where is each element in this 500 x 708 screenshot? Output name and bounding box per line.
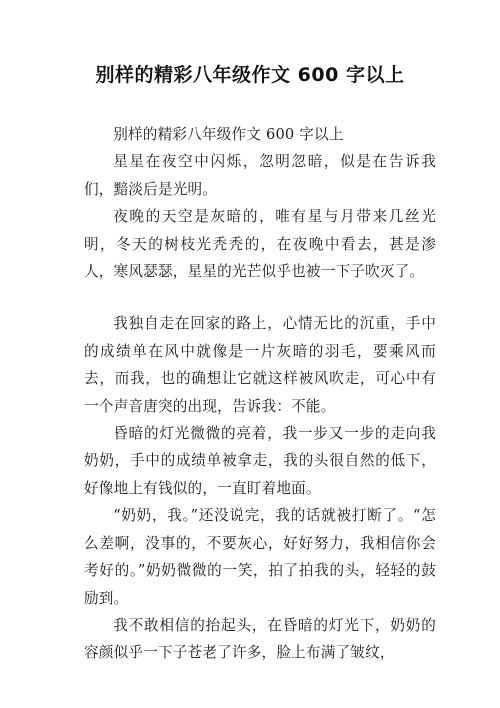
document-title: 别样的精彩八年级作文 600 字以上 [95,64,405,86]
paragraph: “奶奶，我。”还没说完，我的话就被打断了。“怎么差啊，没事的，不要灰心，好好努力，我相信你会考好的。”奶奶微微的一笑，拍了拍我的头，轻轻的鼓励到。 [84,507,436,607]
paragraph: 我独自走在回家的路上，心情无比的沉重，手中的成绩单在风中就像是一片灰暗的羽毛，要乘风而去，而我，也的确想让它就这样被风吹走，可心中有一个声音唐突的出现，告诉我：不能。 [84,315,436,415]
paragraph: 我不敢相信的抬起头，在昏暗的灯光下，奶奶的容颜似乎一下子苍老了许多，脸上布满了皱纹， [84,616,436,662]
paragraph: 星星在夜空中闪烁，忽明忽暗，似是在告诉我们，黯淡后是光明。 [84,153,436,198]
document-body [84,121,436,667]
paragraph-subtitle: 别样的精彩八年级作文 600 字以上 [113,126,344,143]
paragraph: 昏暗的灯光微微的亮着，我一步又一步的走向我奶奶，手中的成绩单被拿走，我的头很自然的低下，好像地上有钱似的，一直盯着地面。 [84,425,436,497]
paragraph: 夜晚的天空是灰暗的，唯有星与月带来几丝光明，冬天的树枝光秃秃的，在夜晚中看去，甚是渗人，寒风瑟瑟，星星的光芒似乎也被一下子吹灭了。 [84,208,436,281]
